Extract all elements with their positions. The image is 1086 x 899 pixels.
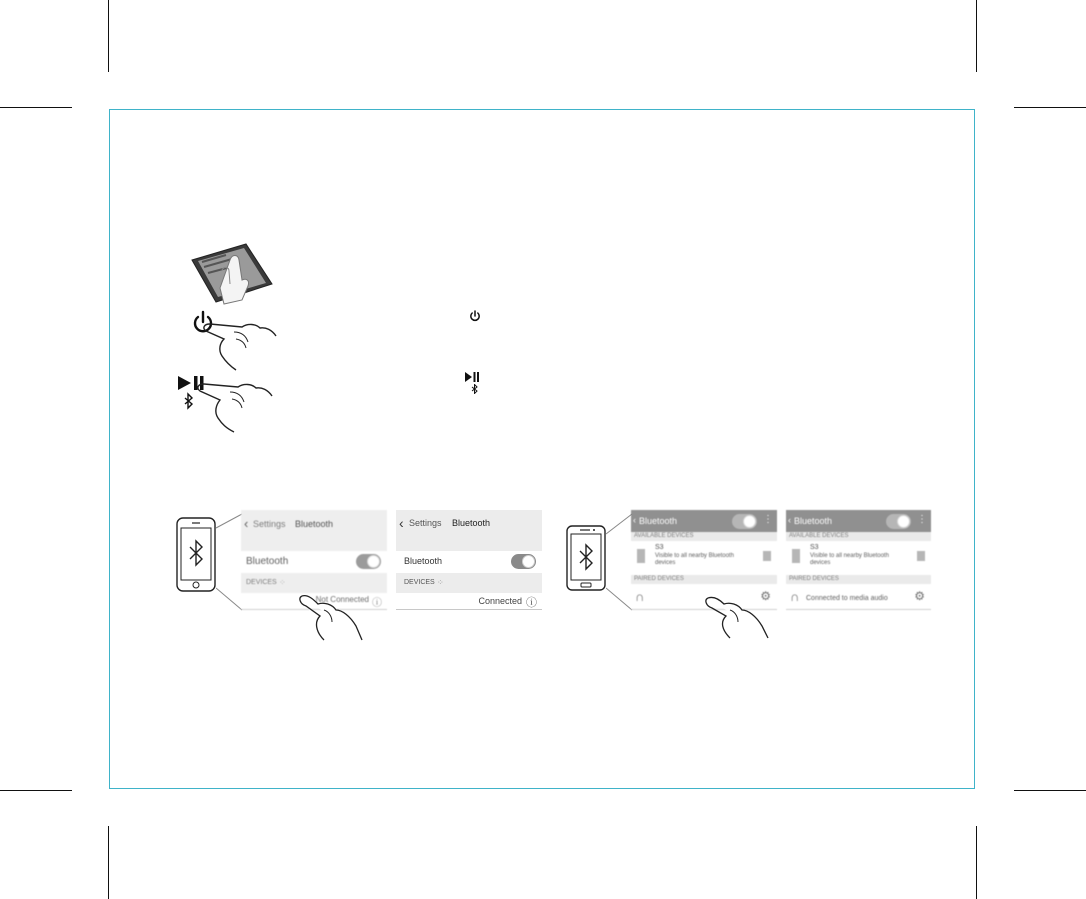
tapping-hand-illustration: [704, 594, 774, 640]
bluetooth-label: Bluetooth: [246, 556, 289, 567]
device-description: Visible to all nearby Bluetooth devices: [655, 553, 734, 566]
device-row[interactable]: [396, 593, 542, 610]
tapping-hand-illustration: [296, 592, 366, 642]
callout-lines: [216, 512, 244, 612]
paired-devices-header: PAIRED DEVICES: [786, 575, 931, 584]
bluetooth-icon: [471, 384, 478, 394]
screen-title: Bluetooth: [452, 518, 491, 528]
phone-thumbnail-icon: [637, 549, 645, 563]
bluetooth-row: [241, 551, 387, 573]
device-row[interactable]: [631, 541, 777, 573]
screen-title: Bluetooth: [295, 519, 334, 529]
device-status: Not Connected: [315, 595, 369, 604]
crop-mark: [0, 790, 72, 791]
crop-mark: [976, 826, 977, 899]
bluetooth-toggle[interactable]: [511, 554, 536, 569]
crop-mark: [108, 826, 109, 899]
press-play-pause-illustration: [176, 372, 286, 438]
screen-title: Bluetooth: [794, 516, 833, 526]
device-status: Connected: [478, 596, 522, 606]
ios-nav-bar: [241, 510, 387, 537]
devices-label: DEVICES: [404, 579, 435, 586]
phone-in-hand-illustration: [186, 240, 278, 306]
spinner-icon: ⁘: [437, 578, 444, 587]
device-name: S3: [810, 544, 819, 551]
back-button[interactable]: Settings: [253, 519, 286, 529]
crop-mark: [0, 107, 72, 108]
info-icon[interactable]: ⓘ: [372, 598, 382, 609]
phone-thumbnail-icon: [792, 549, 800, 563]
info-icon[interactable]: ⓘ: [526, 597, 537, 609]
crop-mark: [108, 0, 109, 72]
android-bluetooth-screen-after: [786, 510, 931, 610]
ios-nav-bar: [396, 510, 542, 537]
back-arrow-icon[interactable]: ‹: [788, 515, 791, 525]
devices-label: DEVICES: [246, 579, 277, 586]
play-pause-icon: [465, 372, 479, 382]
iphone-illustration: [176, 517, 216, 592]
settings-gear-icon[interactable]: ⚙: [760, 589, 771, 603]
android-phone-illustration: [566, 525, 606, 591]
device-icon: [763, 551, 771, 561]
ios-bluetooth-screen-after: [396, 510, 542, 610]
bluetooth-toggle[interactable]: [886, 514, 911, 529]
android-action-bar: [631, 510, 777, 532]
crop-mark: [1014, 790, 1086, 791]
back-arrow-icon[interactable]: ‹: [633, 515, 636, 525]
callout-lines: [606, 512, 634, 612]
android-action-bar: [786, 510, 931, 532]
device-name: S3: [655, 544, 664, 551]
devices-header: [241, 573, 387, 593]
bluetooth-toggle[interactable]: [732, 514, 757, 529]
crop-mark: [1014, 107, 1086, 108]
device-icon: [917, 551, 925, 561]
headphones-icon: ∩: [790, 589, 800, 604]
devices-header: [396, 573, 542, 593]
bluetooth-row: [396, 551, 542, 573]
screen-title: Bluetooth: [639, 516, 678, 526]
crop-mark: [976, 0, 977, 72]
available-devices-header: AVAILABLE DEVICES: [786, 532, 931, 541]
device-description: Visible to all nearby Bluetooth devices: [810, 553, 889, 566]
paired-device-status: Connected to media audio: [806, 595, 888, 602]
bluetooth-label: Bluetooth: [404, 556, 443, 566]
chevron-left-icon[interactable]: ‹: [244, 516, 249, 531]
chevron-left-icon[interactable]: ‹: [399, 515, 404, 531]
bluetooth-toggle[interactable]: [356, 554, 381, 569]
play-pause-icon: [178, 376, 204, 390]
bluetooth-icon: [185, 394, 192, 408]
overflow-menu-icon[interactable]: ⋮: [917, 514, 927, 525]
spinner-icon: ⁘: [279, 578, 286, 587]
back-button[interactable]: Settings: [409, 518, 442, 528]
device-row[interactable]: [786, 541, 931, 573]
settings-gear-icon[interactable]: ⚙: [914, 589, 925, 603]
page-frame: [109, 109, 975, 789]
available-devices-header: AVAILABLE DEVICES: [631, 532, 777, 541]
headphones-icon: ∩: [635, 589, 645, 604]
press-power-illustration: [190, 310, 285, 376]
power-icon: [469, 310, 481, 322]
power-icon: [195, 312, 211, 331]
overflow-menu-icon[interactable]: ⋮: [763, 514, 773, 525]
paired-devices-header: PAIRED DEVICES: [631, 575, 777, 584]
